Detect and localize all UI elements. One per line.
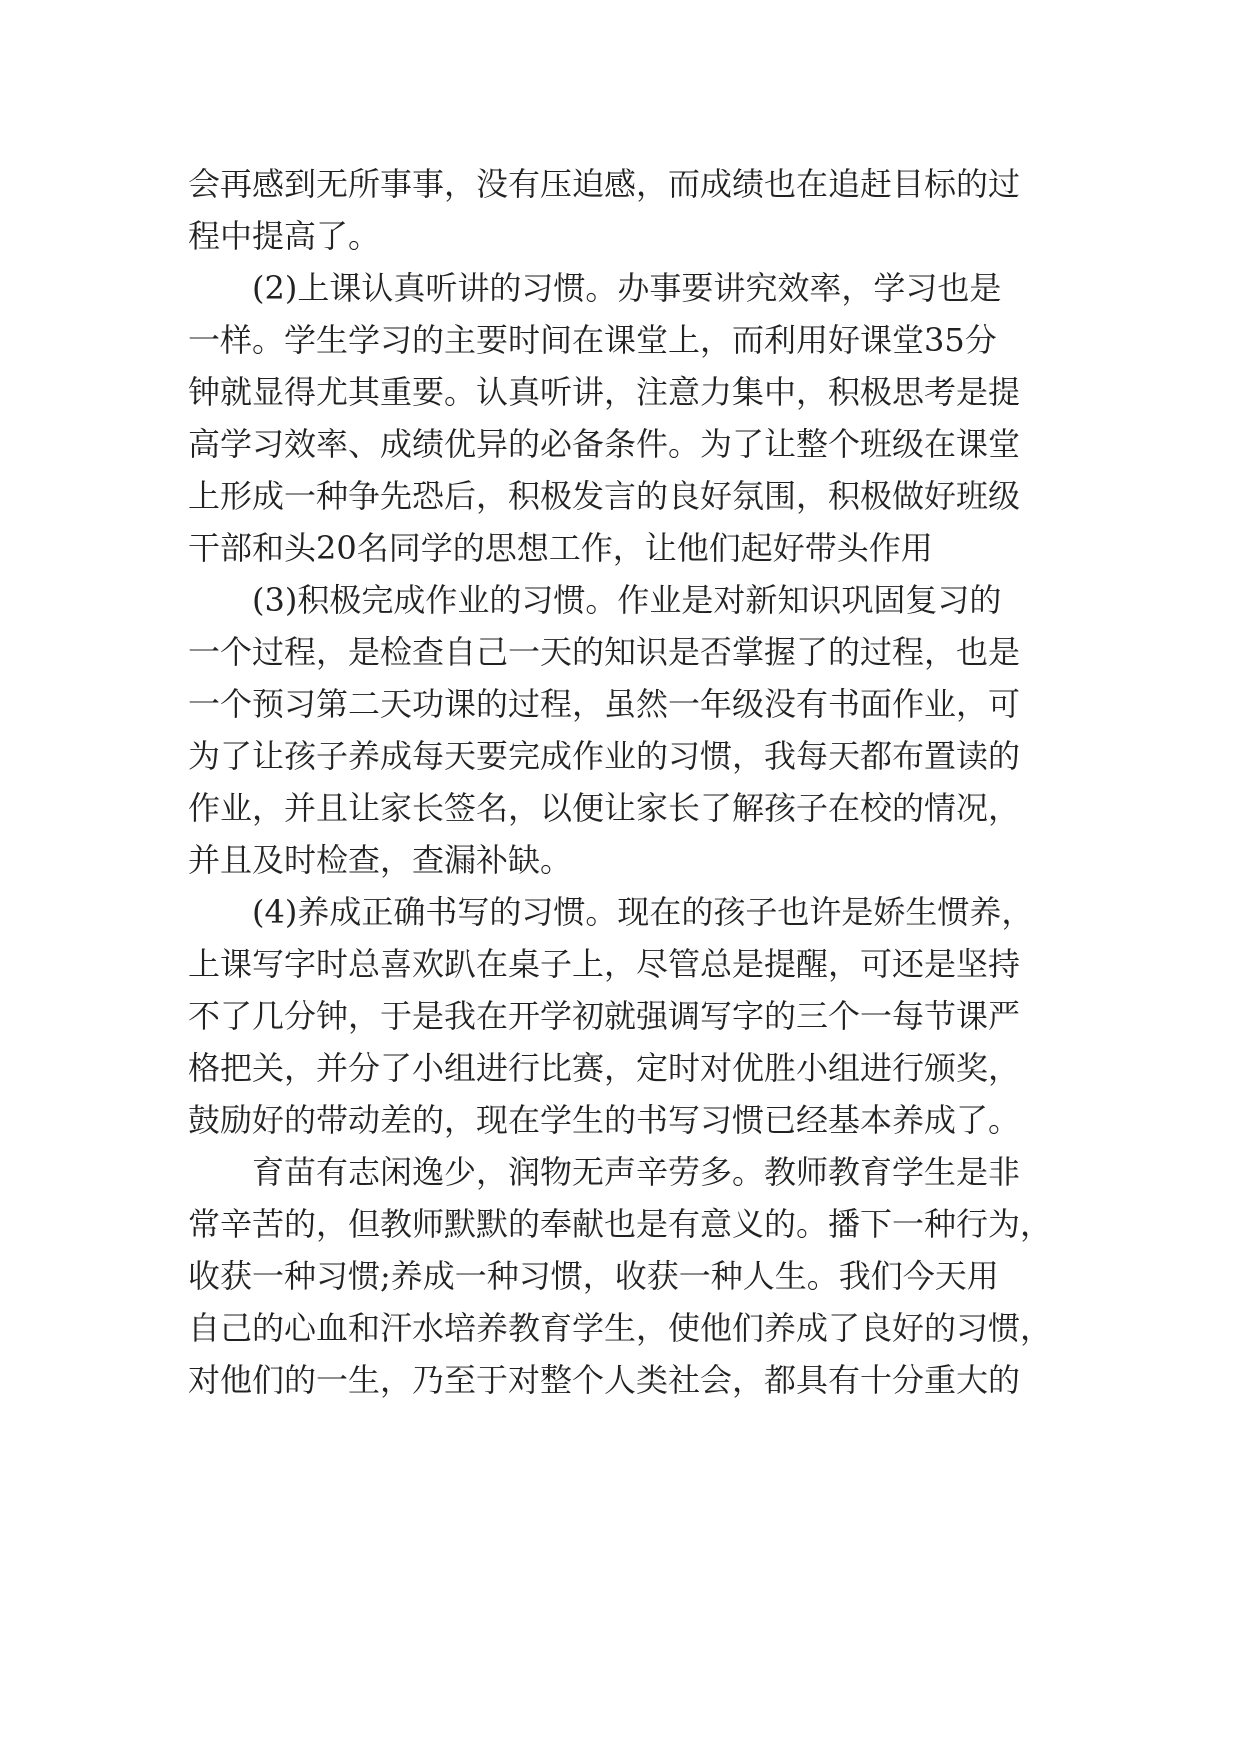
text-line: 对他们的一生，乃至于对整个人类社会，都具有十分重大的	[188, 1361, 1021, 1399]
text-line: 作业，并且让家长签名，以便让家长了解孩子在校的情况，	[188, 789, 1021, 827]
text-line: (3)积极完成作业的习惯。作业是对新知识巩固复习的	[252, 581, 1002, 619]
text-line: 育苗有志闲逸少，润物无声辛劳多。教师教育学生是非	[252, 1153, 1021, 1191]
text-line: 一个过程，是检查自己一天的知识是否掌握了的过程，也是	[188, 633, 1021, 671]
text-line: 不了几分钟，于是我在开学初就强调写字的三个一每节课严	[188, 997, 1021, 1035]
text-line: 上课写字时总喜欢趴在桌子上，尽管总是提醒，可还是坚持	[188, 945, 1021, 983]
text-line: 格把关，并分了小组进行比赛，定时对优胜小组进行颁奖，	[188, 1049, 1021, 1087]
text-line: 常辛苦的，但教师默默的奉献也是有意义的。播下一种行为，	[188, 1205, 1053, 1243]
text-line: 一个预习第二天功课的过程，虽然一年级没有书面作业，可	[188, 685, 1021, 723]
text-line: 自己的心血和汗水培养教育学生，使他们养成了良好的习惯，	[188, 1309, 1053, 1347]
text-line: 鼓励好的带动差的，现在学生的书写习惯已经基本养成了。	[188, 1101, 1021, 1139]
text-line: 干部和头20名同学的思想工作，让他们起好带头作用	[188, 529, 933, 567]
text-line: (2)上课认真听讲的习惯。办事要讲究效率，学习也是	[252, 269, 1002, 307]
text-line: 会再感到无所事事，没有压迫感，而成绩也在追赶目标的过	[188, 165, 1021, 203]
text-line: 一样。学生学习的主要时间在课堂上，而利用好课堂35分	[188, 321, 997, 359]
paragraph-continuation	[188, 158, 1068, 262]
text-line: 为了让孩子养成每天要完成作业的习惯，我每天都布置读的	[188, 737, 1021, 775]
document-body	[188, 158, 1068, 1406]
paragraph-writing-habit	[188, 886, 1068, 1146]
paragraph-conclusion	[188, 1146, 1068, 1406]
text-line: 并且及时检查，查漏补缺。	[188, 841, 573, 879]
text-line: 上形成一种争先恐后，积极发言的良好氛围，积极做好班级	[188, 477, 1021, 515]
text-line: 收获一种习惯;养成一种习惯，收获一种人生。我们今天用	[188, 1257, 999, 1295]
paragraph-listening-habit	[188, 262, 1068, 574]
text-line: 程中提高了。	[188, 217, 381, 255]
paragraph-homework-habit	[188, 574, 1068, 886]
text-line: (4)养成正确书写的习惯。现在的孩子也许是娇生惯养，	[252, 893, 1034, 931]
text-line: 钟就显得尤其重要。认真听讲，注意力集中，积极思考是提	[188, 373, 1021, 411]
text-line: 高学习效率、成绩优异的必备条件。为了让整个班级在课堂	[188, 425, 1021, 463]
